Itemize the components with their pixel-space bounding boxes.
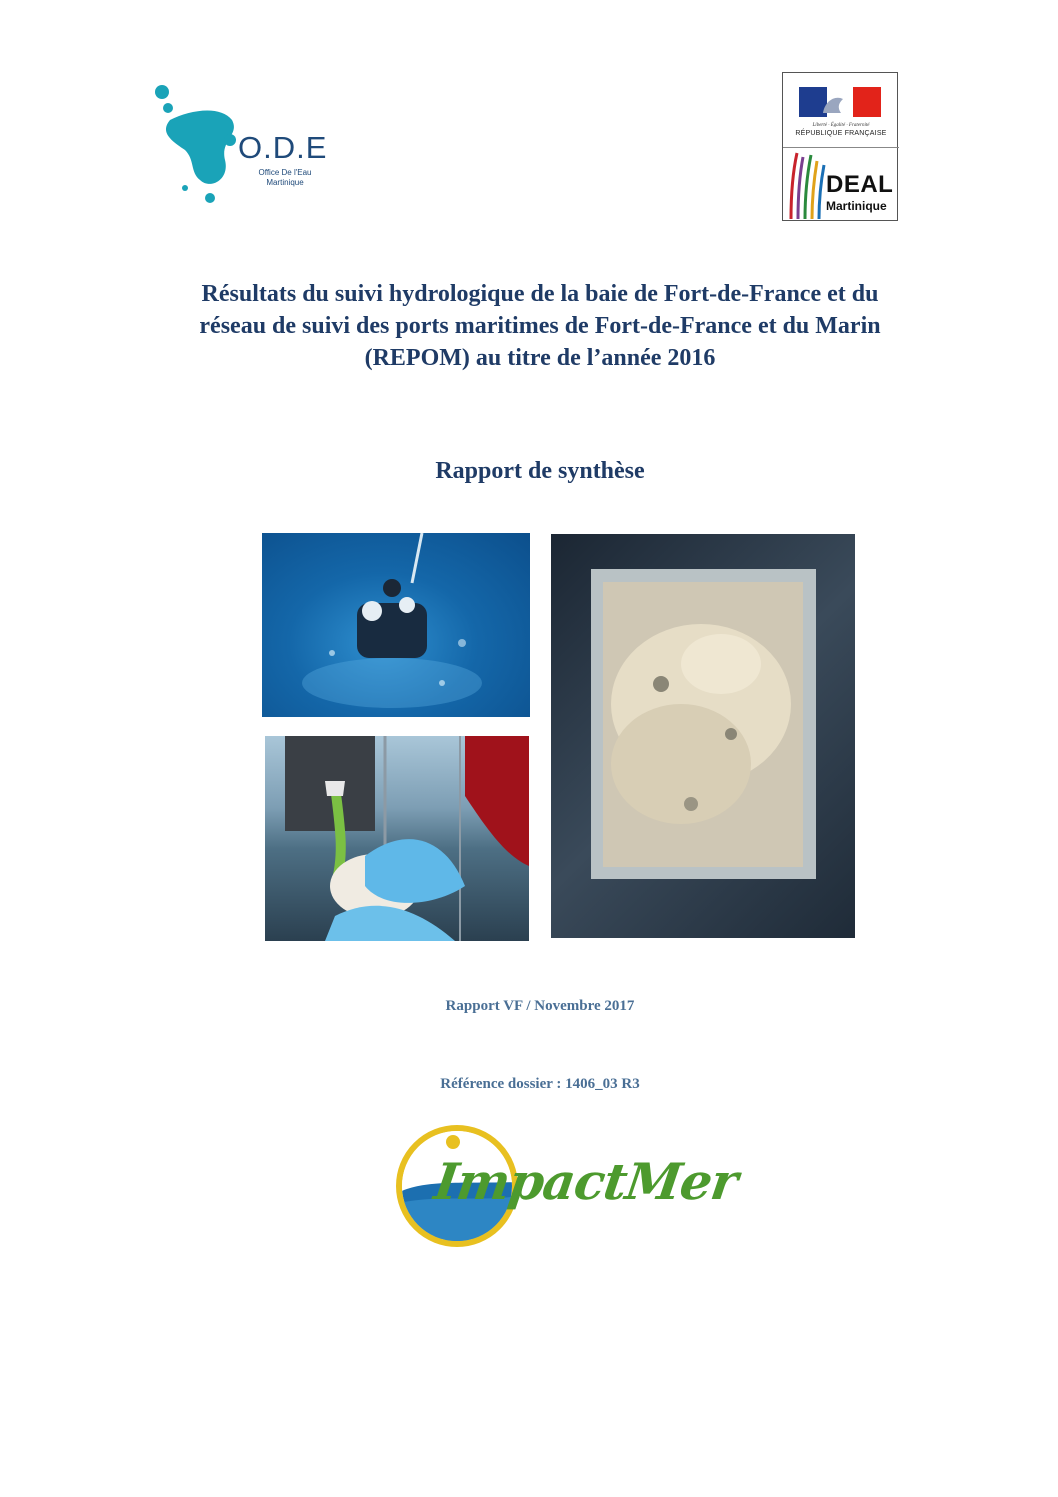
impactmer-logo <box>395 1124 741 1249</box>
document-title <box>100 278 980 374</box>
republic-name: RÉPUBLIQUE FRANÇAISE <box>795 130 887 137</box>
report-version: Rapport VF / Novembre 2017 <box>445 998 635 1014</box>
dossier-reference: Référence dossier : 1406_03 R3 <box>440 1076 640 1092</box>
ode-logo <box>150 80 340 215</box>
impactmer-wordmark: ImpactMer <box>430 1152 741 1211</box>
sediment-tray-illustration <box>551 534 855 938</box>
deal-stripes-icon <box>787 151 827 221</box>
photo-sediment-tray <box>551 534 855 938</box>
republic-motto: Liberté · Égalité · Fraternité <box>812 123 870 128</box>
report-type: Rapport de synthèse <box>435 458 645 484</box>
deal-wordmark: DEAL <box>826 171 894 198</box>
deal-martinique-logo <box>782 72 898 221</box>
title-line: réseau de suivi des ports maritimes de Fort-de-France et du Marin <box>199 313 881 339</box>
logo-divider <box>783 147 899 148</box>
ode-wordmark: O.D.E <box>238 130 328 165</box>
sampling-illustration <box>265 736 529 941</box>
photo-underwater-probe <box>262 533 530 717</box>
title-line: Résultats du suivi hydrologique de la baie de Fort-de-France et du <box>201 281 879 307</box>
photo-water-sampling <box>265 736 529 941</box>
title-line: (REPOM) au titre de l’année 2016 <box>364 345 716 371</box>
underwater-probe-illustration <box>262 533 530 717</box>
deal-region: Martinique <box>826 199 887 213</box>
ode-subtitle: Office De l'Eau Martinique <box>258 168 312 187</box>
ode-drop-mark <box>150 80 245 215</box>
